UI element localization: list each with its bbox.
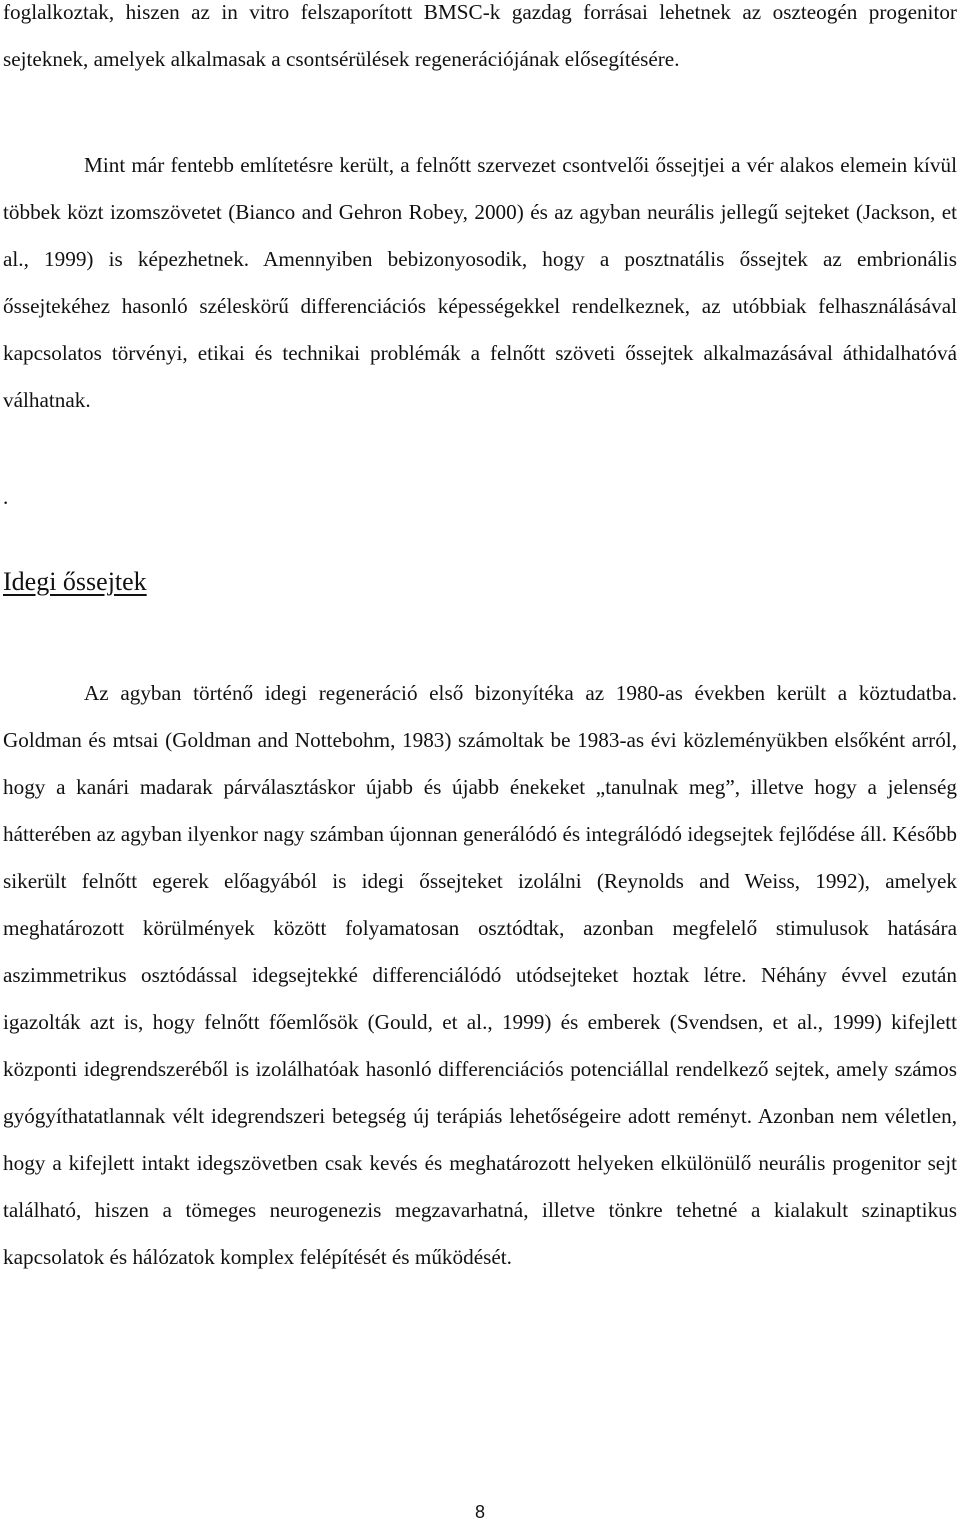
- paragraph-bone-marrow-stem-cells: Mint már fentebb említetésre került, a felnőtt szervezet csontvelői őssejtjei a vér alakos elemein kívül többek közt izomszövetet (Bianco and Gehron Robey, 2000) és az agyban neurális jellegű sejteket (Jackson, et al., 1999) is képezhetnek. Amennyiben bebizonyosodik, hogy a posztnatális őssejtek az embrionális őssejtekéhez hasonló széleskörű differenciációs képességekkel rendelkeznek, az utóbbiak felhasználásával kapcsolatos törvényi, etikai és technikai problémák a felnőtt szöveti őssejtek alkalmazásával áthidalhatóvá válhatnak.: [3, 153, 957, 412]
- paragraph-bmsc-continuation: foglalkoztak, hiszen az in vitro felszaporított BMSC-k gazdag forrásai lehetnek az oszteogén progenitor sejteknek, amelyek alkalmasak a csontsérülések regenerációjának elősegítésére.: [3, 0, 957, 71]
- section-heading: Idegi őssejtek: [3, 567, 147, 596]
- stray-period: .: [3, 485, 9, 509]
- paragraph-neural-stem-cells: Az agyban történő idegi regeneráció első bizonyítéka az 1980-as években került a köztudatba. Goldman és mtsai (Goldman and Nottebohm, 1983) számoltak be 1983-as évi közleményükben elsőként arról, hogy a kanári madarak párválasztáskor újabb és újabb énekeket „tanulnak meg”, illetve hogy a jelenség hátterében az agyban ilyenkor nagy számban újonnan generálódó és integrálódó idegsejtek fejlődése áll. Később sikerült felnőtt egerek előagyából is idegi őssejteket izolálni (Reynolds and Weiss, 1992), amelyek meghatározott körülmények között folyamatosan osztódtak, azonban megfelelő stimulusok hatására aszimmetrikus osztódással idegsejtekké differenciálódó utódsejteket hoztak létre. Néhány évvel ezután igazolták azt is, hogy felnőtt főemlősök (Gould, et al., 1999) és emberek (Svendsen, et al., 1999) kifejlett központi idegrendszeréből is izolálhatóak hasonló differenciációs potenciállal rendelkező sejtek, amely számos gyógyíthatatlannak vélt idegrendszeri betegség új terápiás lehetőségeire adott reményt. Azonban nem véletlen, hogy a kifejlett intakt idegszövetben csak kevés és meghatározott helyeken elkülönülő neurális progenitor sejt található, hiszen a tömeges neurogenezis megzavarhatná, illetve tönkre tehetné a kialakult szinaptikus kapcsolatok és hálózatok komplex felépítését és működését.: [3, 681, 957, 1269]
- page-number: 8: [474, 1502, 485, 1522]
